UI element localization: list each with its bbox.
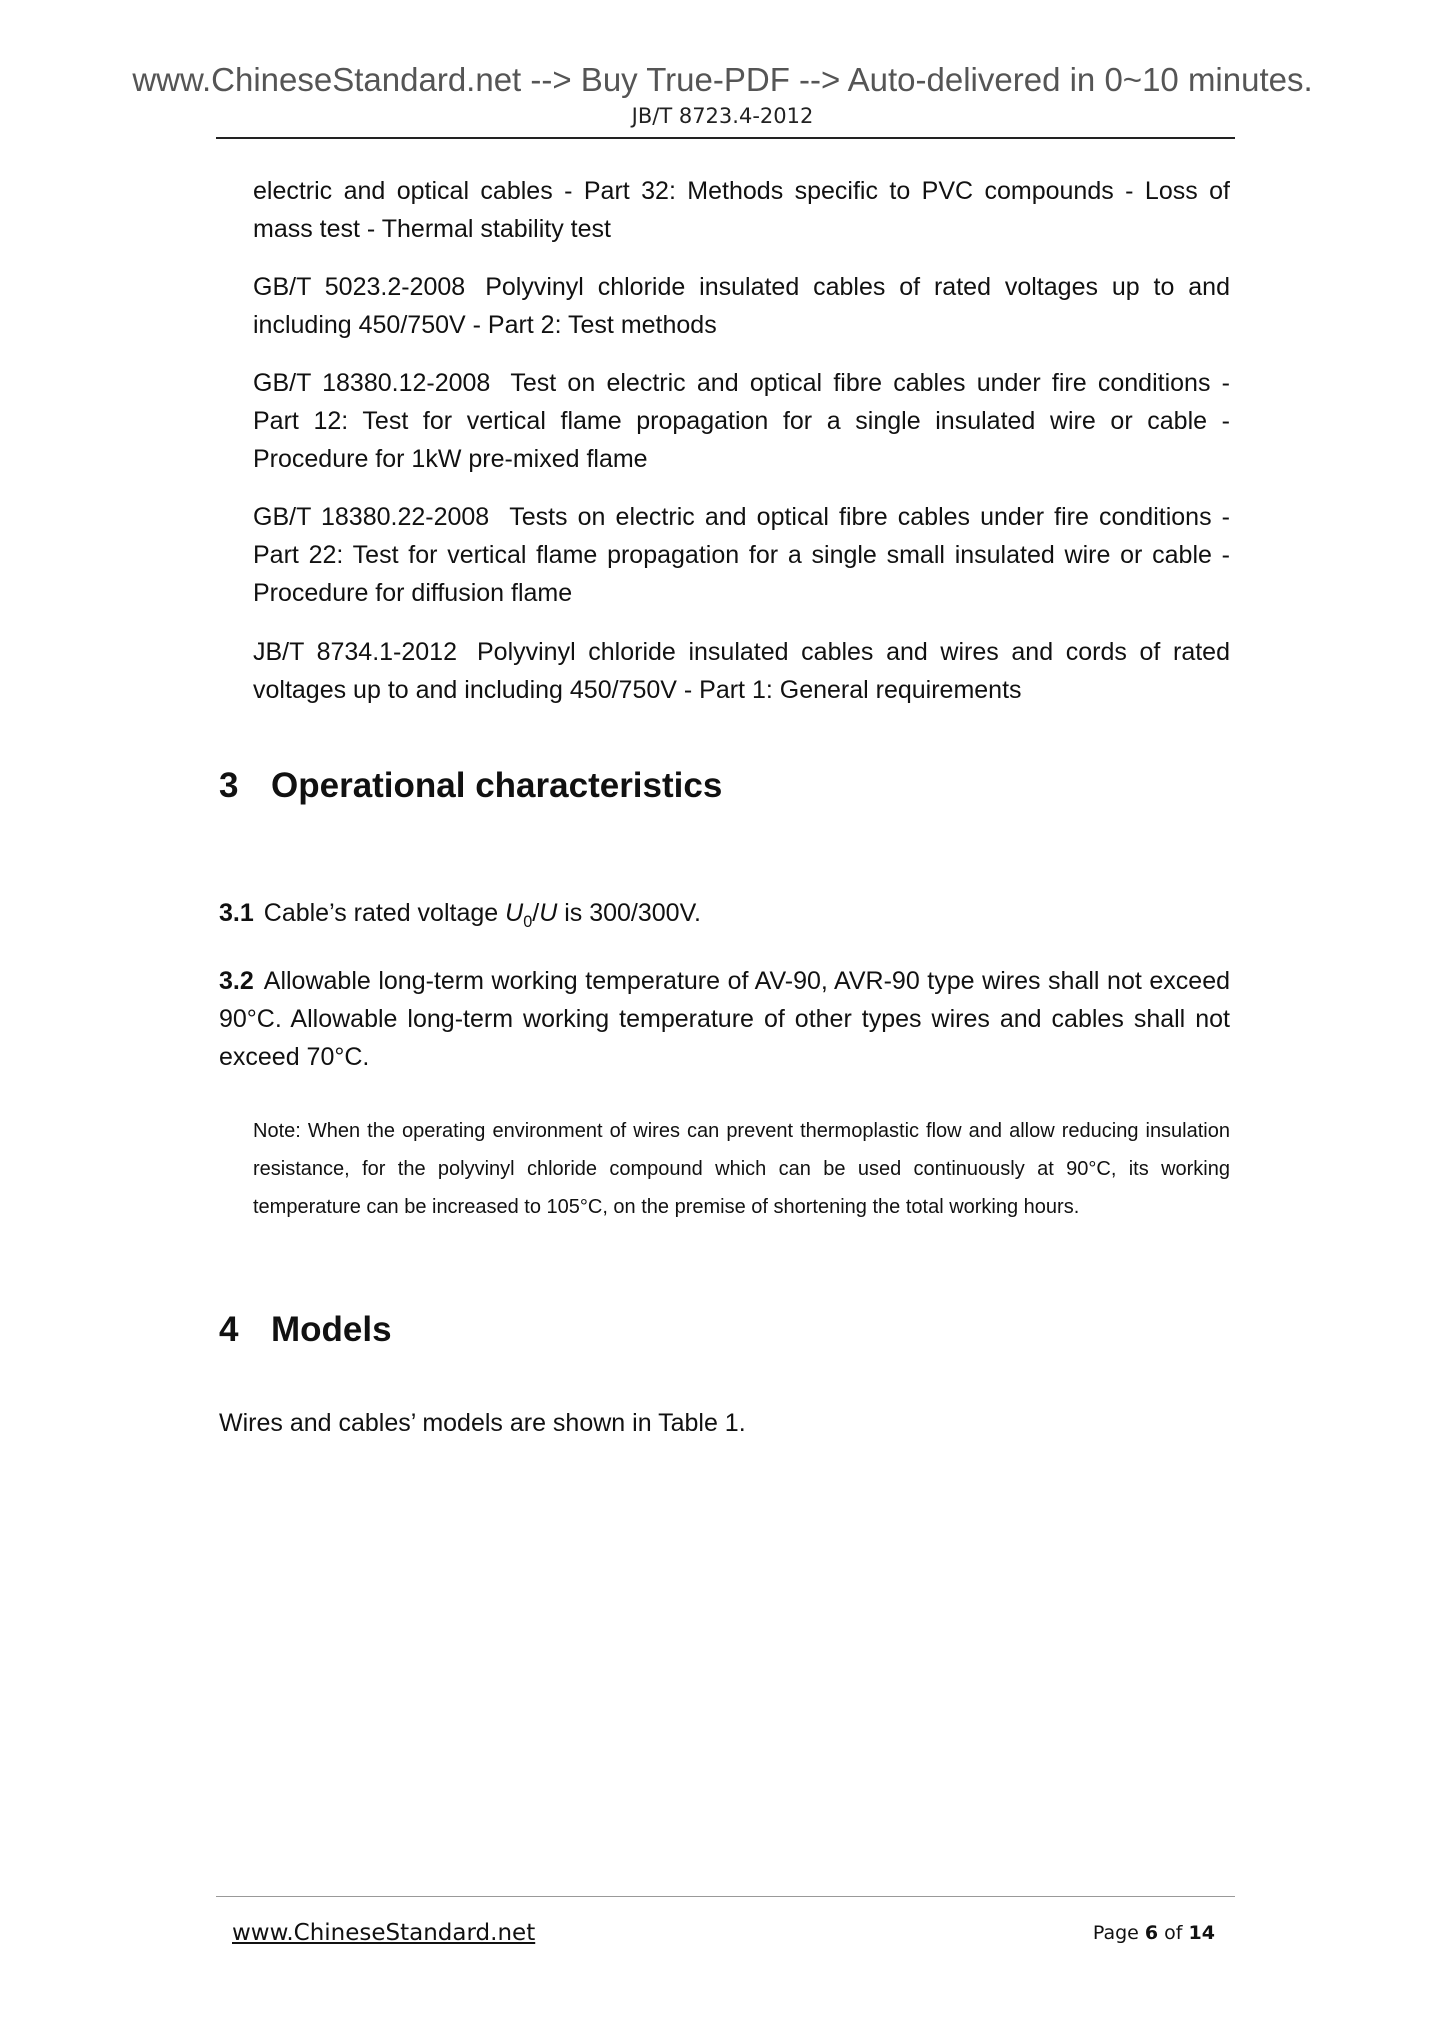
reference-item [253,498,1230,612]
section-4-heading [219,1308,392,1352]
footer-website-link[interactable]: www.ChineseStandard.net [232,1920,536,1946]
standard-code: JB/T 8723.4-2012 [631,104,814,128]
reference-text: Test on electric and optical fibre cables under fire conditions - Part 12: Test for vertical flame propagation for a single insulated wire or cable - Procedure for 1kW pre-mixed flame [253,369,1231,473]
symbol-u: U [539,899,558,927]
reference-code: JB/T 8734.1-2012 [253,638,457,666]
footer-divider [216,1896,1235,1897]
current-page: 6 [1144,1922,1159,1944]
page-of: of [1164,1922,1183,1944]
section-title: Models [271,1310,392,1349]
clause-number: 3.1 [219,899,254,927]
reference-item [253,364,1230,478]
reference-text: electric and optical cables - Part 32: Methods specific to PVC compounds - Loss of mass test - Thermal stability test [253,177,1230,243]
reference-code: GB/T 18380.22-2008 [253,503,490,531]
header-divider [216,137,1235,139]
subscript-zero: 0 [523,913,533,931]
note-paragraph: Note: When the operating environment of wires can prevent thermoplastic flow and allow reducing insulation resistance, for the polyvinyl chloride compound which can be used continuously at 90°C, its working temperature can be increased to 105°C, on the premise of shortening the total working hours. [253,1120,1230,1218]
banner-text: www.ChineseStandard.net --> Buy True-PDF --> Auto-delivered in 0~10 minutes. [132,61,1313,98]
page-label: Page [1092,1922,1139,1944]
page-number [1093,1922,1215,1944]
reference-text: Polyvinyl chloride insulated cables of rated voltages up to and including 450/750V - Part 2: Test methods [253,273,1230,339]
total-pages: 14 [1188,1922,1215,1944]
clause-text: Cable’s rated voltage [263,899,506,927]
section-number: 3 [219,766,239,805]
clause-text: Allowable long-term working temperature of AV-90, AVR-90 type wires shall not exceed 90°C. Allowable long-term working temperature of other types wires and cables shall not exceed 70°C. [219,967,1230,1071]
section-number: 4 [219,1310,239,1349]
clause-3-2 [219,962,1230,1076]
section-4-text: Wires and cables’ models are shown in Table 1. [219,1409,746,1437]
reference-item [253,633,1230,709]
reference-text: Polyvinyl chloride insulated cables and wires and cords of rated voltages up to and including 450/750V - Part 1: General requirements [253,638,1230,704]
section-title: Operational characteristics [271,766,723,805]
clause-number: 3.2 [219,967,254,995]
reference-item [253,268,1230,344]
slash: / [532,899,540,927]
reference-text: Tests on electric and optical fibre cables under fire conditions - Part 22: Test for vertical flame propagation for a single small insulated wire or cable - Procedure for diffusion flame [253,503,1230,607]
section-3-heading [219,764,722,808]
clause-3-1 [219,894,1230,941]
reference-continuation [253,172,1230,248]
reference-code: GB/T 18380.12-2008 [253,369,491,397]
symbol-u0: U [505,899,524,927]
clause-text: is 300/300V. [557,899,701,927]
reference-code: GB/T 5023.2-2008 [253,273,466,301]
